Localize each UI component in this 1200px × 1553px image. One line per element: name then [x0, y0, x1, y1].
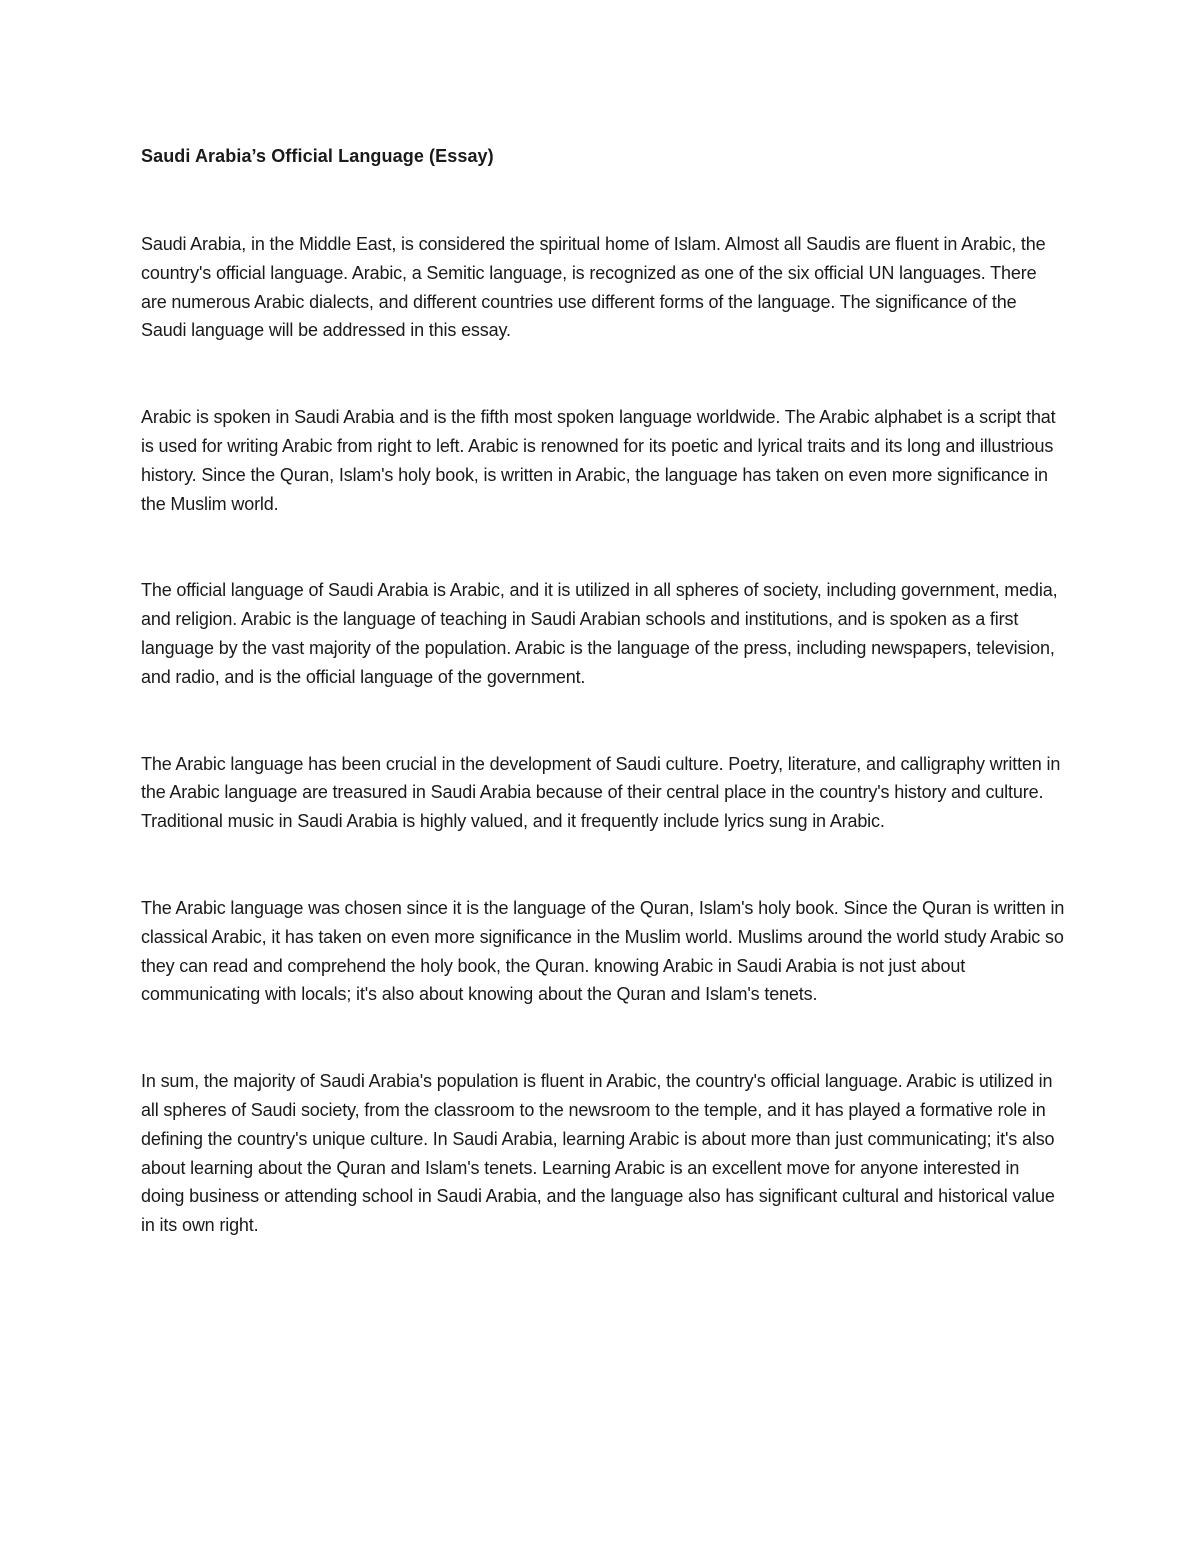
- essay-paragraph-introduction: Saudi Arabia, in the Middle East, is considered the spiritual home of Islam. Almost all Saudis are fluent in Arabic, the country's official language. Arabic, a Semitic language, is recognized as one of the six official UN languages. There are numerous Arabic dialects, and different countries use different forms of the language. The significance of the Saudi language will be addressed in this essay.: [141, 234, 1046, 341]
- essay-paragraph-culture: The Arabic language has been crucial in the development of Saudi culture. Poetry, literature, and calligraphy written in the Arabic language are treasured in Saudi Arabia because of their central place in the country's history and culture. Traditional music in Saudi Arabia is highly valued, and it frequently include lyrics sung in Arabic.: [141, 753, 1061, 832]
- essay-paragraph-quran: The Arabic language was chosen since it is the language of the Quran, Islam's holy book. Since the Quran is written in classical Arabic, it has taken on even more significance in the Muslim world. Muslims around the world study Arabic so they can read and comprehend the holy book, the Quran. knowing Arabic in Saudi Arabia is not just about communicating with locals; it's also about knowing about the Quran and Islam's tenets.: [141, 897, 1065, 1005]
- essay-paragraph-official-use: The official language of Saudi Arabia is Arabic, and it is utilized in all spheres of society, including government, media, and religion. Arabic is the language of teaching in Saudi Arabian schools and institutions, and is spoken as a first language by the vast majority of the population. Arabic is the language of the press, including newspapers, television, and radio, and is the official language of the government.: [141, 580, 1058, 687]
- essay-title: Saudi Arabia’s Official Language (Essay): [141, 146, 494, 166]
- essay-paragraph-arabic-overview: Arabic is spoken in Saudi Arabia and is the fifth most spoken language worldwide. The Arabic alphabet is a script that is used for writing Arabic from right to left. Arabic is renowned for its poetic and lyrical traits and its long and illustrious history. Since the Quran, Islam's holy book, is written in Arabic, the language has taken on even more significance in the Muslim world.: [141, 407, 1056, 514]
- essay-body: [141, 142, 1066, 1240]
- essay-paragraph-conclusion: In sum, the majority of Saudi Arabia's population is fluent in Arabic, the country's official language. Arabic is utilized in all spheres of Saudi society, from the classroom to the newsroom to the temple, and it has played a formative role in defining the country's unique culture. In Saudi Arabia, learning Arabic is about more than just communicating; it's also about learning about the Quran and Islam's tenets. Learning Arabic is an excellent move for anyone interested in doing business or attending school in Saudi Arabia, and the language also has significant cultural and historical value in its own right.: [141, 1071, 1055, 1236]
